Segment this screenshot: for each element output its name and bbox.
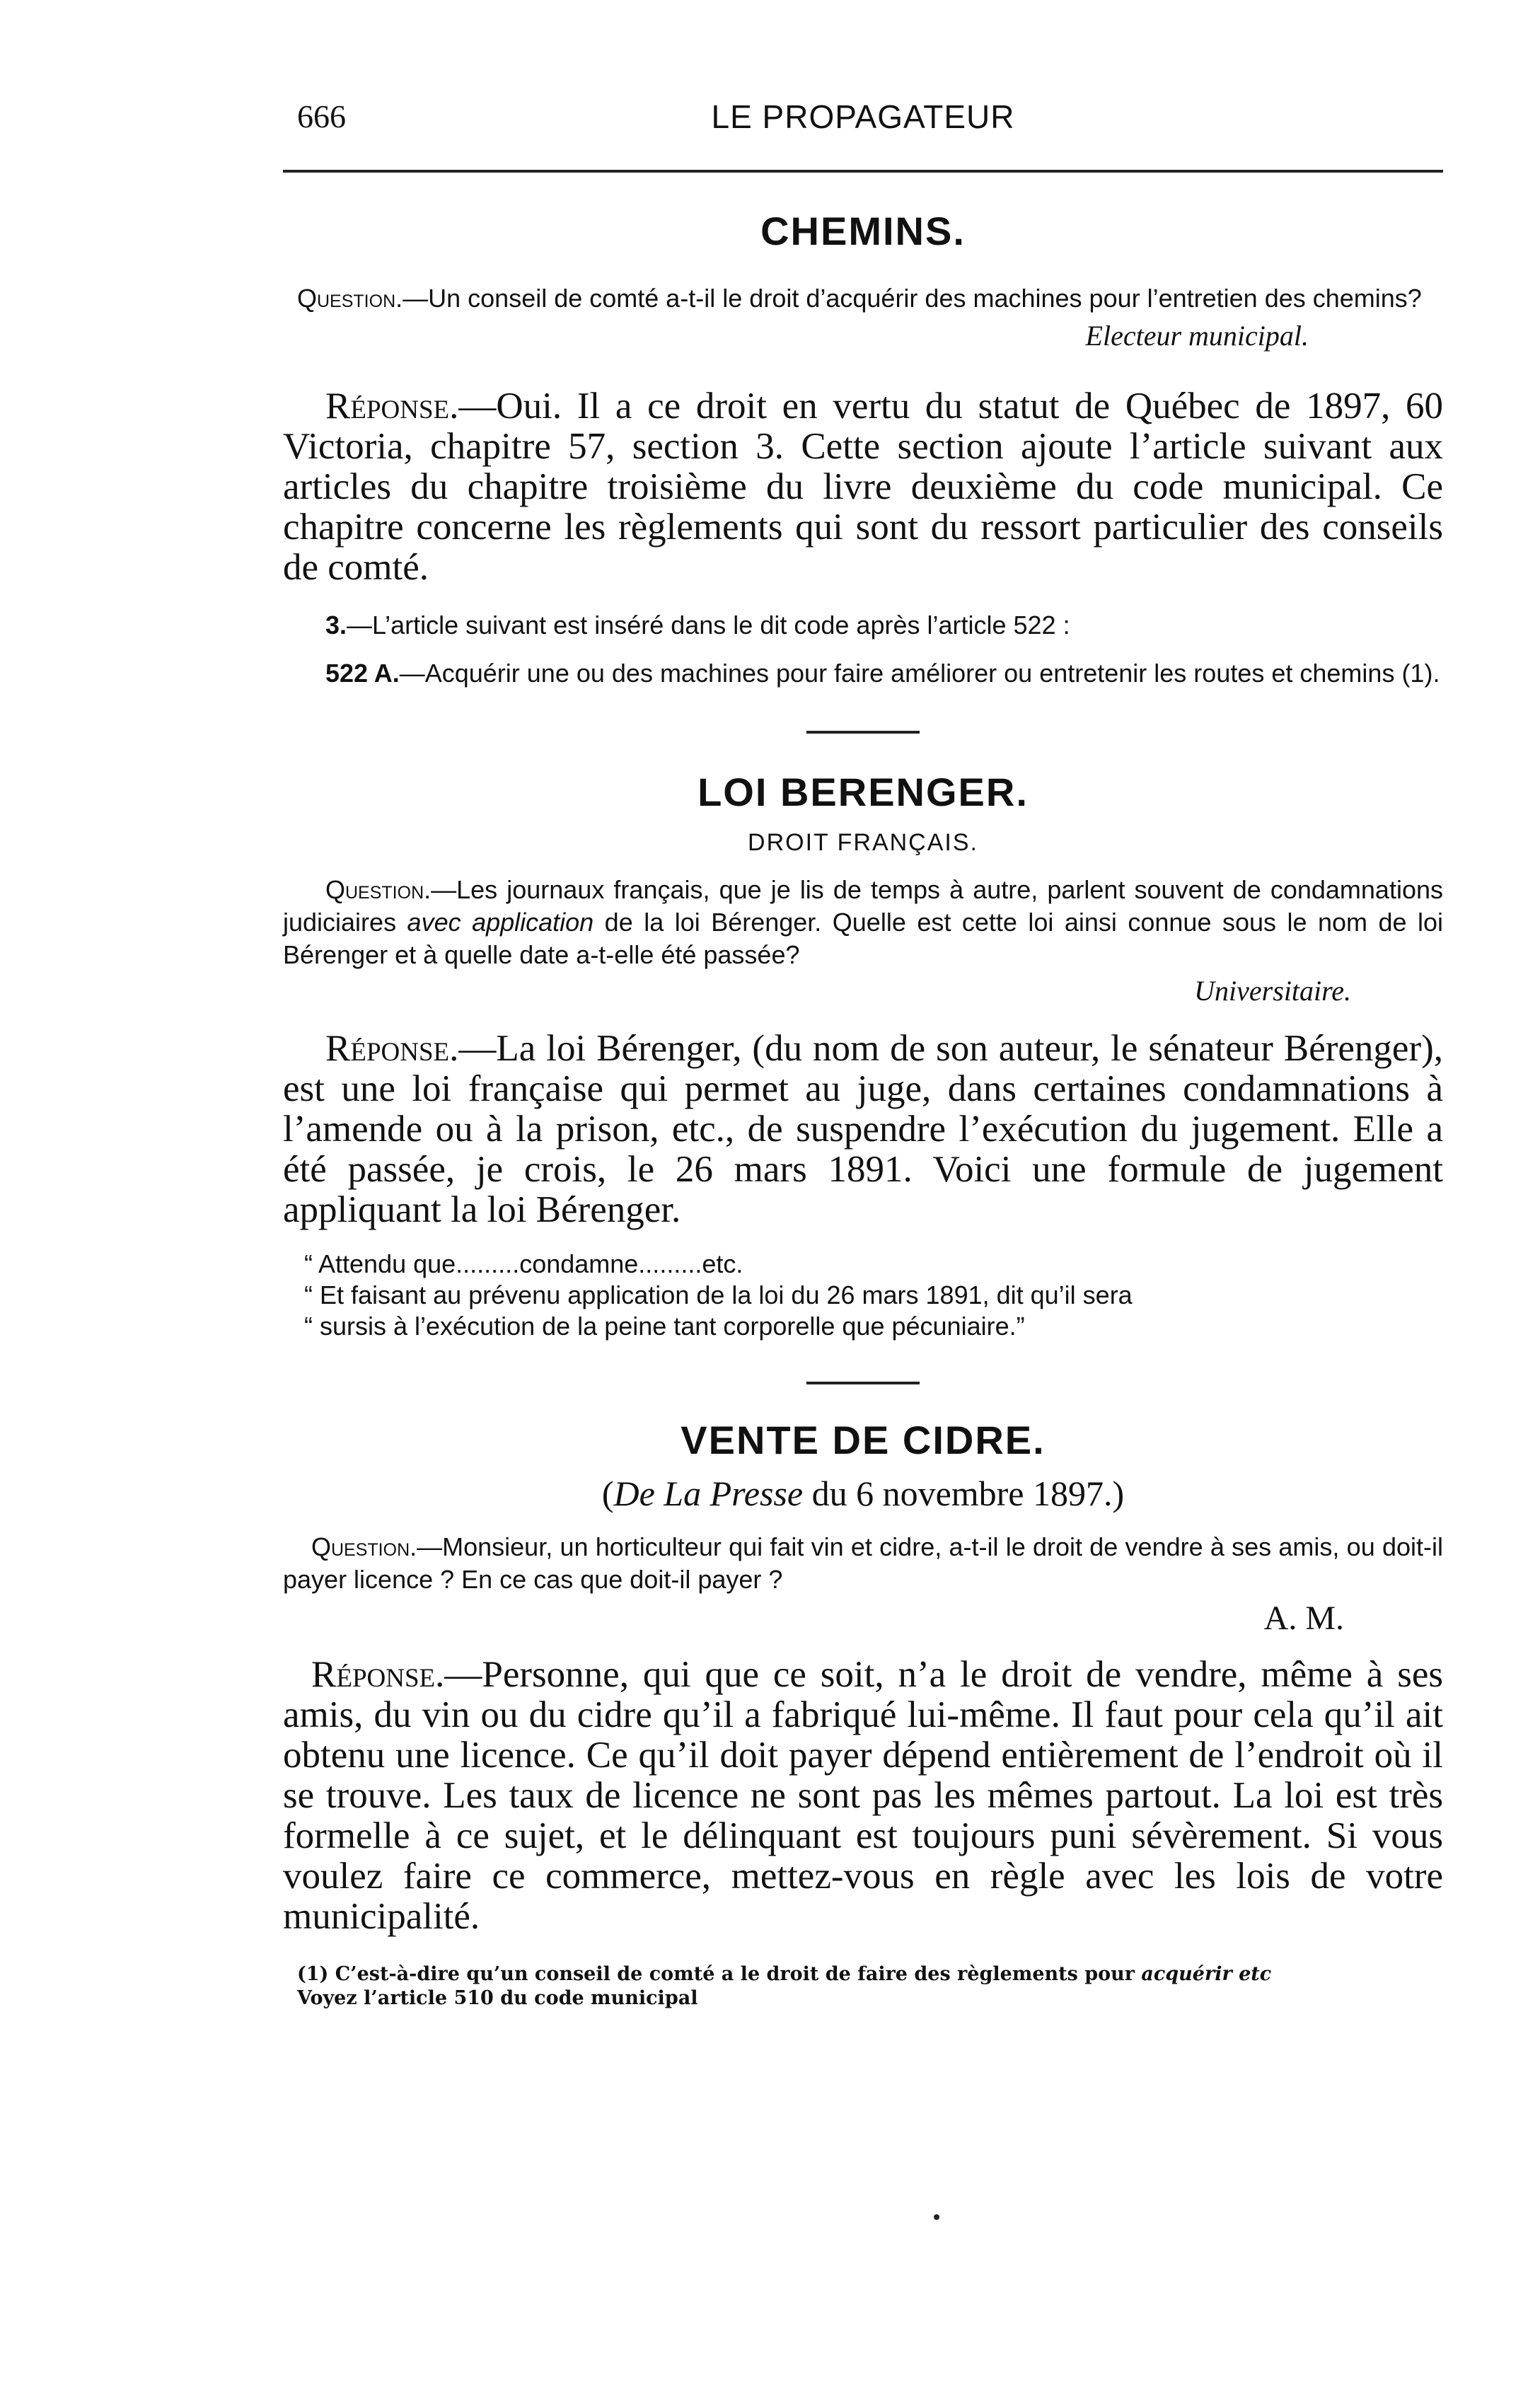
- section-separator: [806, 731, 920, 734]
- response: [283, 1655, 1443, 1937]
- question-text: —Monsieur, un horticulteur qui fait vin et cidre, a-t-il le droit de vendre à ses amis, ou doit-il payer licence ? En ce cas que doit-il payer ?: [283, 1532, 1443, 1594]
- section-title: VENTE DE CIDRE.: [681, 1418, 1046, 1462]
- article-number: 3.: [325, 611, 347, 640]
- footnote-line: [297, 1962, 1443, 1986]
- question-text-continued: de la loi Bérenger. Quelle est cette loi ainsi connue sous le nom de loi Bérenger et à quelle date a-t-elle été passée?: [283, 908, 1444, 969]
- footnote-line: Voyez l’article 510 du code municipal: [297, 1987, 698, 2009]
- footnote-italic: acquérir etc: [1141, 1963, 1272, 1985]
- question-italic: avec application: [407, 908, 594, 937]
- section-cidre: [283, 1417, 1443, 1937]
- article-522a: [283, 657, 1443, 690]
- article-3: [283, 609, 1443, 642]
- page: [283, 85, 1443, 2011]
- question-label: Question.: [325, 875, 432, 904]
- response-label: Réponse.: [325, 386, 459, 427]
- quote-line: “ sursis à l’exécution de la peine tant corporelle que pécuniaire.”: [304, 1312, 1025, 1341]
- ink-speck: [934, 2214, 939, 2220]
- section-separator: [806, 1382, 920, 1384]
- section-subtitle: [283, 1473, 1443, 1514]
- question-label: Question.: [311, 1532, 417, 1561]
- response-label: Réponse.: [325, 1028, 459, 1069]
- signature: Universitaire.: [1194, 975, 1351, 1007]
- article-522a-number: 522 A.: [325, 659, 400, 688]
- subtitle-open: (: [601, 1474, 614, 1513]
- article-522a-text: —Acquérir une ou des machines pour faire améliorer ou entretenir les routes et chemins (1).: [399, 659, 1440, 688]
- response-label: Réponse.: [311, 1654, 445, 1695]
- page-number: 666: [297, 98, 346, 134]
- response-text: —Oui. Il a ce droit en vertu du statut de Québec de 1897, 60 Victoria, chapitre 57, section 3. Cette section ajoute l’article suivant aux articles du chapitre troisième du livre deuxième du code municipal. Ce chapitre concerne les règlements qui sont du ressort particulier des conseils de comté.: [283, 386, 1443, 588]
- question: [283, 282, 1443, 315]
- signature: A. M.: [1263, 1600, 1344, 1637]
- response: [283, 1029, 1443, 1230]
- section-chemins: [283, 208, 1443, 690]
- question-text: —Les journaux français, que je lis de temps à autre, parlent souvent de condamnations judiciaires: [283, 875, 1443, 937]
- question: [283, 1531, 1443, 1596]
- quote-line: “ Et faisant au prévenu application de la loi du 26 mars 1891, dit qu’il sera: [304, 1280, 1133, 1309]
- running-title: LE PROPAGATEUR: [711, 98, 1015, 135]
- page-header: [283, 85, 1443, 141]
- question: [283, 874, 1443, 971]
- question-label: Question.: [297, 284, 403, 313]
- signature: Electeur municipal.: [1085, 320, 1309, 352]
- section-title: CHEMINS.: [760, 209, 966, 253]
- response: [283, 386, 1443, 588]
- footnote-text: (1) C’est-à-dire qu’un conseil de comté a le droit de faire des règlements pour: [297, 1963, 1142, 1985]
- footnote: [283, 1962, 1443, 2011]
- subtitle-source: De La Presse: [613, 1474, 804, 1513]
- subtitle-date: du 6 novembre 1897.): [803, 1474, 1125, 1513]
- section-title: LOI BERENGER.: [697, 770, 1029, 814]
- article-text: —L’article suivant est inséré dans le dit code après l’article 522 :: [347, 611, 1070, 640]
- question-text: —Un conseil de comté a-t-il le droit d’acquérir des machines pour l’entretien des chemins?: [403, 284, 1422, 313]
- judgment-formula: [283, 1249, 1443, 1342]
- section-subtitle: DROIT FRANÇAIS.: [748, 829, 978, 856]
- header-rule: [283, 170, 1443, 173]
- quote-line: “ Attendu que.........condamne.........etc.: [304, 1249, 743, 1278]
- response-text: —Personne, qui que ce soit, n’a le droit de vendre, même à ses amis, du vin ou du cidre qu’il a fabriqué lui-même. Il faut pour cela qu’il ait obtenu une licence. Ce qu’il doit payer dépend entièrement de l’endroit où il se trouve. Les taux de licence ne sont pas les mêmes partout. La loi est très formelle à ce sujet, et le délinquant est toujours puni sévèrement. Si vous voulez faire ce commerce, mettez-vous en règle avec les lois de votre municipalité.: [283, 1654, 1443, 1937]
- response-text: —La loi Bérenger, (du nom de son auteur, le sénateur Bérenger), est une loi française qui permet au juge, dans certaines condamnations à l’amende ou à la prison, etc., de suspendre l’exécution du jugement. Elle a été passée, je crois, le 26 mars 1891. Voici une formule de jugement appliquant la loi Bérenger.: [283, 1028, 1443, 1230]
- section-berenger: [283, 769, 1443, 1342]
